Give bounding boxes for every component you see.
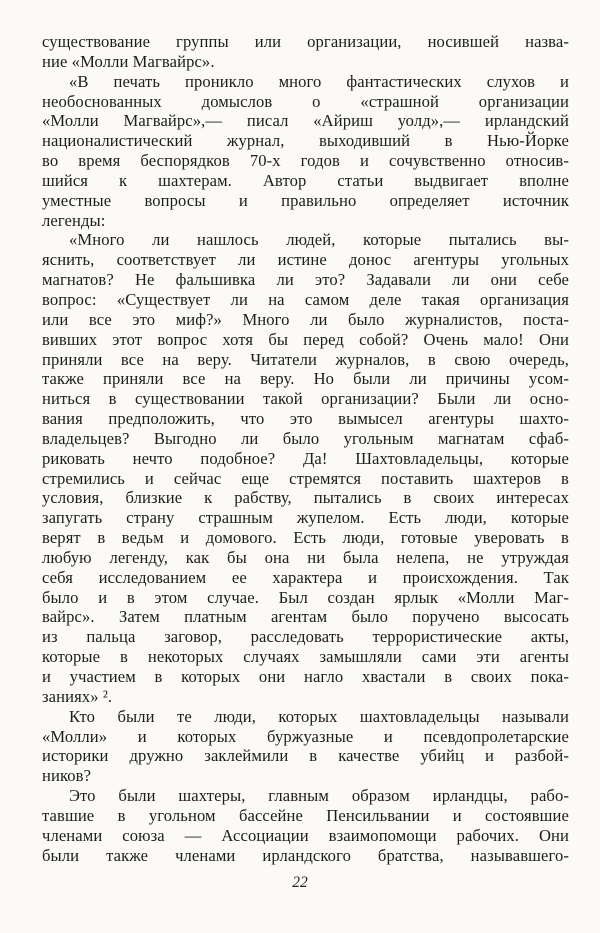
text-line: и участием в которых они нагло хвастали в своих пока- (42, 667, 569, 686)
text-line: яснить, соответствует ли истине донос агентуры угольных (42, 250, 569, 270)
text-line: вайрс». Затем платным агентам было поручено высосать (42, 607, 569, 627)
text-line: верят в ведьм и домового. Есть люди, готовые уверовать в (42, 528, 569, 548)
text-line: приняли все на веру. Читатели журналов, в свою очередь, (42, 349, 569, 369)
text-line: «Много ли нашлось людей, которые пытались вы- (69, 230, 569, 250)
text-line: националистический журнал, выходивший в Нью-Йорке (42, 131, 569, 151)
text-line: магнатов? Не фальшивка ли это? Задавали ли они себе (42, 270, 569, 290)
text-line: Кто были те люди, которых шахтовладельцы называли (69, 706, 569, 726)
text-line: запугать страну страшным жупелом. Есть люди, которые (42, 508, 569, 528)
text-line: Это были шахтеры, главным образом ирландцы, рабо- (69, 786, 569, 806)
text-line: «Молли» и которых буржуазные и псевдопролетарские (42, 726, 569, 746)
text-line: ниться в существовании такой организации? Были ли осно- (42, 389, 569, 409)
text-line: себя исследованием ее характера и происхождения. Так (42, 567, 569, 587)
text-line: шийся к шахтерам. Автор статьи выдвигает вполне (42, 170, 569, 190)
text-line: легенды: (42, 210, 106, 230)
text-line: условия, близкие к рабству, пытались в своих интересах (42, 488, 569, 508)
text-line: стремились и сейчас еще стремятся поставить шахтеров в (42, 468, 569, 488)
text-line: также приняли все на веру. Но были ли причины усом- (42, 369, 569, 389)
page-number: 22 (292, 874, 308, 891)
text-line: которые в некоторых случаях замышляли сами эти агенты (42, 647, 569, 667)
text-line: было и в этом случае. Был создан ярлык «Молли Маг- (42, 587, 569, 607)
text-line: владельцев? Выгодно ли было угольным магнатам сфаб- (42, 428, 569, 448)
text-line: членами союза — Ассоциации взаимопомощи рабочих. Они (42, 825, 569, 845)
text-line: необоснованных домыслов о «страшной организации (42, 91, 569, 111)
text-line: вания предположить, что это вымысел агентуры шахто- (42, 409, 569, 429)
text-line: во время беспорядков 70-х годов и сочувственно относив- (42, 151, 569, 171)
text-line: заниях» ². (42, 686, 113, 706)
text-block (42, 32, 569, 865)
text-line: «Молли Магвайрс»,— писал «Айриш уолд»,— ирландский (42, 111, 569, 131)
text-line: уместные вопросы и правильно определяет источник (42, 190, 569, 210)
text-line: существование группы или организации, носившей назва- (42, 32, 569, 51)
text-line: были также членами ирландского братства, называвшего- (42, 845, 569, 865)
text-line: тавшие в угольном бассейне Пенсильвании и состоявшие (42, 805, 569, 825)
text-line: любую легенду, как бы она ни была нелепа, не утруждая (42, 547, 569, 567)
text-line: риковать нечто подобное? Да! Шахтовладельцы, которые (42, 448, 569, 468)
text-line: вивших этот вопрос хотя бы перед собой? Очень мало! Они (42, 329, 569, 349)
text-line: из пальца заговор, расследовать террористические акты, (42, 627, 569, 647)
text-line: историки дружно заклеймили в качестве убийц и разбой- (42, 746, 569, 766)
text-line: ников? (42, 766, 92, 786)
text-line: или все это миф?» Много ли было журналистов, поста- (42, 309, 569, 329)
text-line: вопрос: «Существует ли на самом деле такая организация (42, 289, 569, 309)
text-line: «В печать проникло много фантастических слухов и (69, 71, 569, 91)
text-line: ние «Молли Магвайрс». (42, 51, 215, 71)
